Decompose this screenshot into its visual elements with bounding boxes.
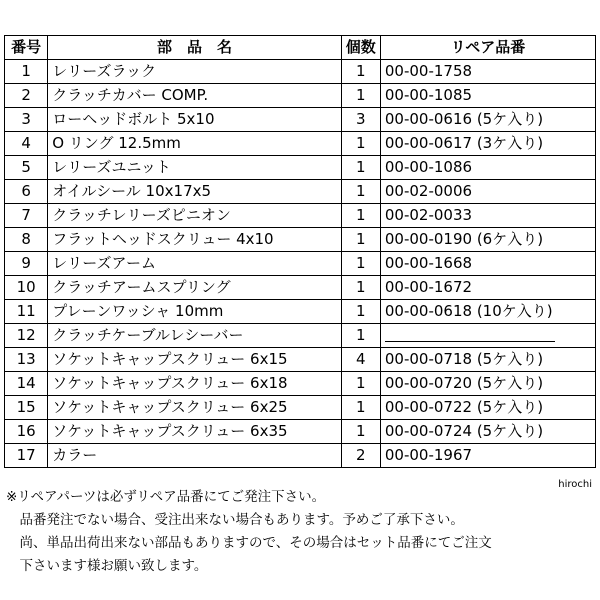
table-row [5,156,596,180]
cell-repair: 00-00-0616 (5ケ入り) [380,108,595,132]
cell-repair: 00-00-0718 (5ケ入り) [380,348,595,372]
cell-qty: 1 [341,372,380,396]
cell-num: 6 [5,180,48,204]
cell-name: カラー [48,444,341,468]
cell-qty: 1 [341,396,380,420]
note-line: 尚、単品出荷出来ない部品もありますので、その場合はセット品番にてご注文 [6,535,492,551]
cell-num: 4 [5,132,48,156]
cell-qty: 1 [341,276,380,300]
cell-repair: 00-00-1086 [380,156,595,180]
cell-num: 15 [5,396,48,420]
cell-repair: 00-00-0618 (10ケ入り) [380,300,595,324]
header-num: 番号 [5,36,48,60]
cell-name: レリーズユニット [48,156,341,180]
cell-qty: 1 [341,300,380,324]
watermark-text: hirochi [558,479,592,490]
cell-repair [380,324,595,348]
cell-qty: 4 [341,348,380,372]
cell-name: プレーンワッシャ 10mm [48,300,341,324]
cell-qty: 1 [341,132,380,156]
cell-qty: 1 [341,228,380,252]
cell-repair: 00-00-0720 (5ケ入り) [380,372,595,396]
table-body [5,60,596,468]
parts-table [4,35,596,468]
cell-name: レリーズアーム [48,252,341,276]
cell-name: レリーズラック [48,60,341,84]
cell-num: 2 [5,84,48,108]
cell-num: 12 [5,324,48,348]
cell-repair: 00-02-0006 [380,180,595,204]
table-row [5,300,596,324]
cell-name: O リング 12.5mm [48,132,341,156]
cell-name: クラッチカバー COMP. [48,84,341,108]
cell-name: クラッチレリーズピニオン [48,204,341,228]
cell-num: 3 [5,108,48,132]
cell-qty: 1 [341,204,380,228]
cell-repair: 00-02-0033 [380,204,595,228]
cell-name: ソケットキャップスクリュー 6x25 [48,396,341,420]
cell-num: 13 [5,348,48,372]
table-row [5,108,596,132]
table-row [5,444,596,468]
cell-repair: 00-00-1758 [380,60,595,84]
cell-num: 17 [5,444,48,468]
cell-num: 8 [5,228,48,252]
table-row [5,396,596,420]
table-row [5,180,596,204]
cell-num: 9 [5,252,48,276]
header-repair: リペア品番 [380,36,595,60]
table-row [5,348,596,372]
cell-num: 1 [5,60,48,84]
cell-name: フラットヘッドスクリュー 4x10 [48,228,341,252]
cell-num: 14 [5,372,48,396]
cell-qty: 1 [341,324,380,348]
empty-dash [385,341,555,342]
table-row [5,132,596,156]
cell-qty: 1 [341,156,380,180]
cell-qty: 1 [341,180,380,204]
table-row [5,204,596,228]
cell-repair: 00-00-0617 (3ケ入り) [380,132,595,156]
table-row [5,420,596,444]
cell-name: ソケットキャップスクリュー 6x18 [48,372,341,396]
cell-qty: 1 [341,252,380,276]
header-name: 部 品 名 [48,36,341,60]
table-header-row [5,36,596,60]
table-row [5,324,596,348]
notes-block [6,486,596,578]
cell-repair: 00-00-0722 (5ケ入り) [380,396,595,420]
cell-repair: 00-00-1967 [380,444,595,468]
table-row [5,252,596,276]
table-row [5,276,596,300]
cell-name: ローヘッドボルト 5x10 [48,108,341,132]
cell-num: 7 [5,204,48,228]
cell-repair: 00-00-1668 [380,252,595,276]
cell-num: 10 [5,276,48,300]
cell-num: 16 [5,420,48,444]
cell-repair: 00-00-1672 [380,276,595,300]
table-row [5,84,596,108]
table-row [5,372,596,396]
cell-name: オイルシール 10x17x5 [48,180,341,204]
cell-name: ソケットキャップスクリュー 6x15 [48,348,341,372]
cell-qty: 2 [341,444,380,468]
note-line: ※リペアパーツは必ずリペア品番にてご発注下さい。 [6,489,326,505]
cell-qty: 1 [341,60,380,84]
table-row [5,60,596,84]
cell-qty: 3 [341,108,380,132]
note-line: 品番発注でない場合、受注出来ない場合もあります。予めご了承下さい。 [6,512,464,528]
cell-repair: 00-00-0724 (5ケ入り) [380,420,595,444]
cell-repair: 00-00-1085 [380,84,595,108]
note-line: 下さいます様お願い致します。 [6,558,208,574]
cell-repair: 00-00-0190 (6ケ入り) [380,228,595,252]
cell-qty: 1 [341,84,380,108]
header-qty: 個数 [341,36,380,60]
table-row [5,228,596,252]
cell-name: ソケットキャップスクリュー 6x35 [48,420,341,444]
cell-num: 5 [5,156,48,180]
cell-qty: 1 [341,420,380,444]
cell-name: クラッチケーブルレシーバー [48,324,341,348]
cell-num: 11 [5,300,48,324]
cell-name: クラッチアームスプリング [48,276,341,300]
